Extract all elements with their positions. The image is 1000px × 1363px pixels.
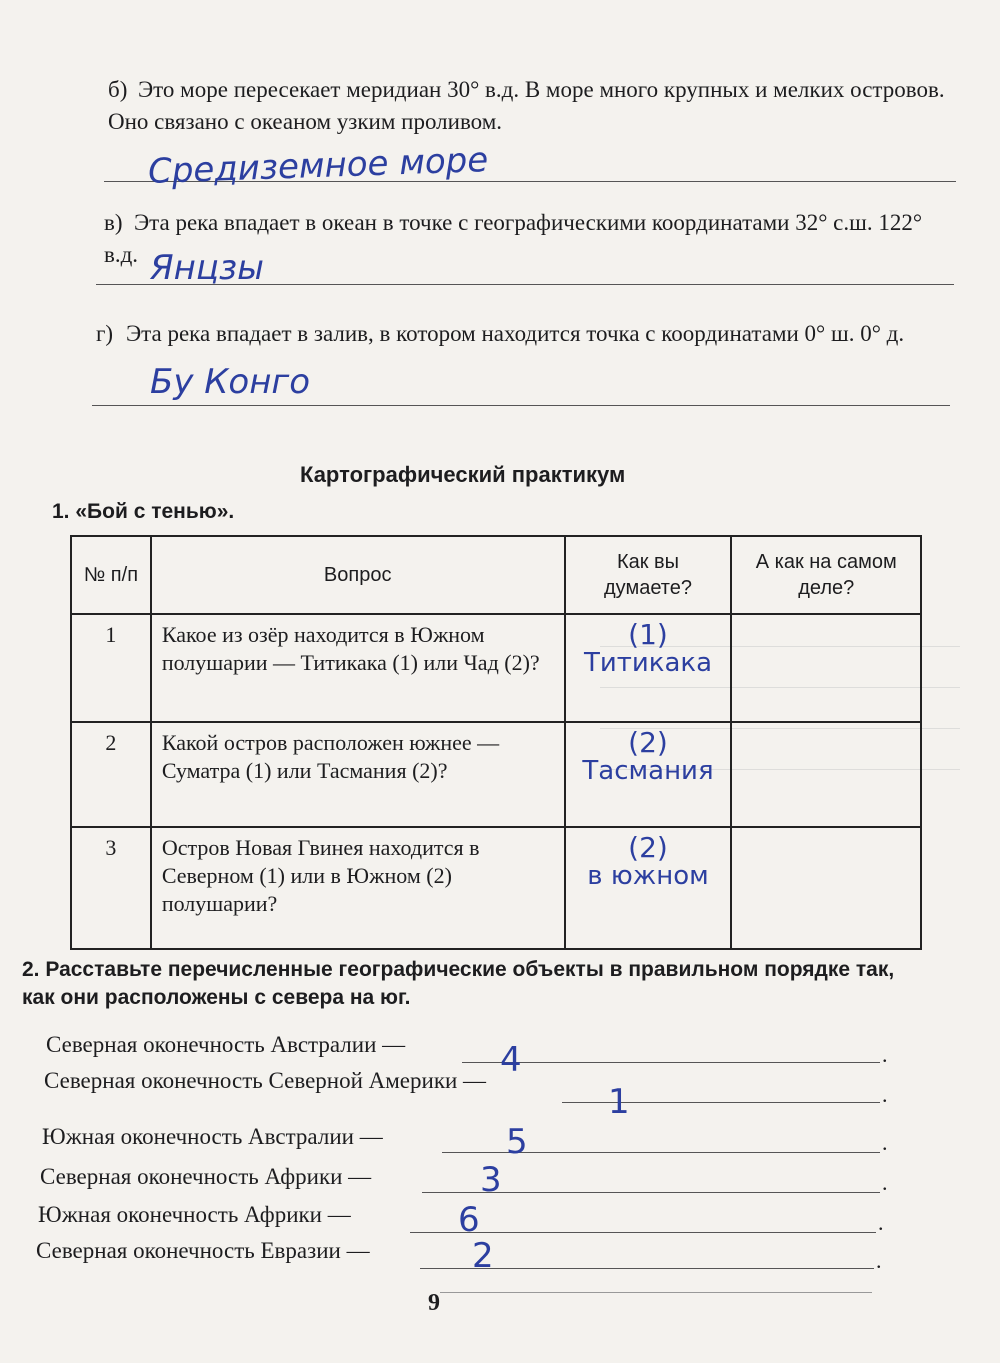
- row-num: 1: [71, 614, 151, 722]
- question-g-text: Эта река впадает в залив, в котором находится точка с координатами 0° ш. 0° д.: [126, 321, 905, 346]
- order-answer: 2: [472, 1236, 494, 1276]
- order-answer: 6: [458, 1200, 480, 1240]
- header-question: Вопрос: [151, 536, 565, 614]
- order-item: [44, 1066, 486, 1096]
- table-row: [71, 827, 921, 949]
- table-row: [71, 722, 921, 827]
- row-answer-text: в южном: [587, 861, 709, 891]
- row-answer-num: (2): [628, 726, 668, 759]
- task1-title: 1. «Бой с тенью».: [52, 500, 235, 523]
- row-answer: [565, 722, 732, 827]
- order-item: [46, 1030, 405, 1060]
- question-g-label: г): [96, 321, 114, 346]
- question-b: [108, 74, 958, 138]
- order-answer: 5: [506, 1122, 528, 1162]
- row-answer-text: Тасмания: [582, 756, 714, 786]
- bottom-blank-line: [440, 1292, 872, 1293]
- order-item: [38, 1200, 351, 1230]
- row-actual: [731, 827, 921, 949]
- header-actual: А как на самом деле?: [731, 536, 921, 614]
- order-dot: .: [882, 1082, 888, 1107]
- row-question: Какой остров расположен южнее — Суматра (1) или Тасмания (2)?: [151, 722, 565, 827]
- row-answer-text: Титикака: [583, 648, 713, 678]
- order-line: [410, 1232, 876, 1233]
- order-item: [40, 1162, 371, 1192]
- row-answer-num: (2): [628, 831, 668, 864]
- question-v-text: Эта река впадает в океан в точке с географическими координатами 32° с.ш. 122° в.д.: [104, 210, 923, 267]
- row-actual: [731, 722, 921, 827]
- table-row: [71, 614, 921, 722]
- row-answer: [565, 614, 732, 722]
- question-g: [96, 318, 946, 350]
- answer-b: Средиземное море: [147, 140, 489, 192]
- answer-g: Бу Конго: [150, 362, 311, 402]
- row-num: 3: [71, 827, 151, 949]
- order-item-label: Северная оконечность Австралии —: [46, 1032, 406, 1057]
- order-answer: 3: [480, 1160, 502, 1200]
- header-num: № п/п: [71, 536, 151, 614]
- order-line: [462, 1062, 880, 1063]
- order-item: [42, 1122, 383, 1152]
- header-think: Как вы думаете?: [565, 536, 732, 614]
- order-dot: .: [882, 1170, 888, 1195]
- row-answer-num: (1): [628, 618, 668, 651]
- task2-title: 2. Расставьте перечисленные географические объекты в правильном порядке так, как они расположены с севера на юг.: [22, 958, 895, 1009]
- order-answer: 4: [500, 1040, 522, 1080]
- question-v-label: в): [104, 210, 123, 235]
- order-item-label: Южная оконечность Австралии —: [42, 1124, 383, 1149]
- row-answer: [565, 827, 732, 949]
- row-actual: [731, 614, 921, 722]
- section-title: Картографический практикум: [300, 462, 626, 487]
- order-item-label: Северная оконечность Северной Америки —: [44, 1068, 487, 1093]
- row-question: Какое из озёр находится в Южном полушарии — Титикака (1) или Чад (2)?: [151, 614, 565, 722]
- order-item-label: Северная оконечность Африки —: [40, 1164, 372, 1189]
- table-header-row: [71, 536, 921, 614]
- order-item: [36, 1236, 370, 1266]
- order-dot: .: [876, 1248, 882, 1273]
- shadow-boxing-table: [70, 535, 922, 950]
- row-question: Остров Новая Гвинея находится в Северном (1) или в Южном (2) полушарии?: [151, 827, 565, 949]
- answer-v: Янцзы: [150, 248, 264, 288]
- order-item-label: Северная оконечность Евразии —: [36, 1238, 370, 1263]
- question-b-label: б): [108, 77, 128, 102]
- order-dot: .: [878, 1210, 884, 1235]
- order-answer: 1: [608, 1082, 630, 1122]
- row-num: 2: [71, 722, 151, 827]
- order-dot: .: [882, 1130, 888, 1155]
- order-dot: .: [882, 1042, 888, 1067]
- order-item-label: Южная оконечность Африки —: [38, 1202, 351, 1227]
- page-number: 9: [428, 1290, 440, 1316]
- question-b-text: Это море пересекает меридиан 30° в.д. В море много крупных и мелких островов. Оно связано с океаном узким проливом.: [108, 77, 945, 134]
- answer-line-g: [92, 405, 950, 406]
